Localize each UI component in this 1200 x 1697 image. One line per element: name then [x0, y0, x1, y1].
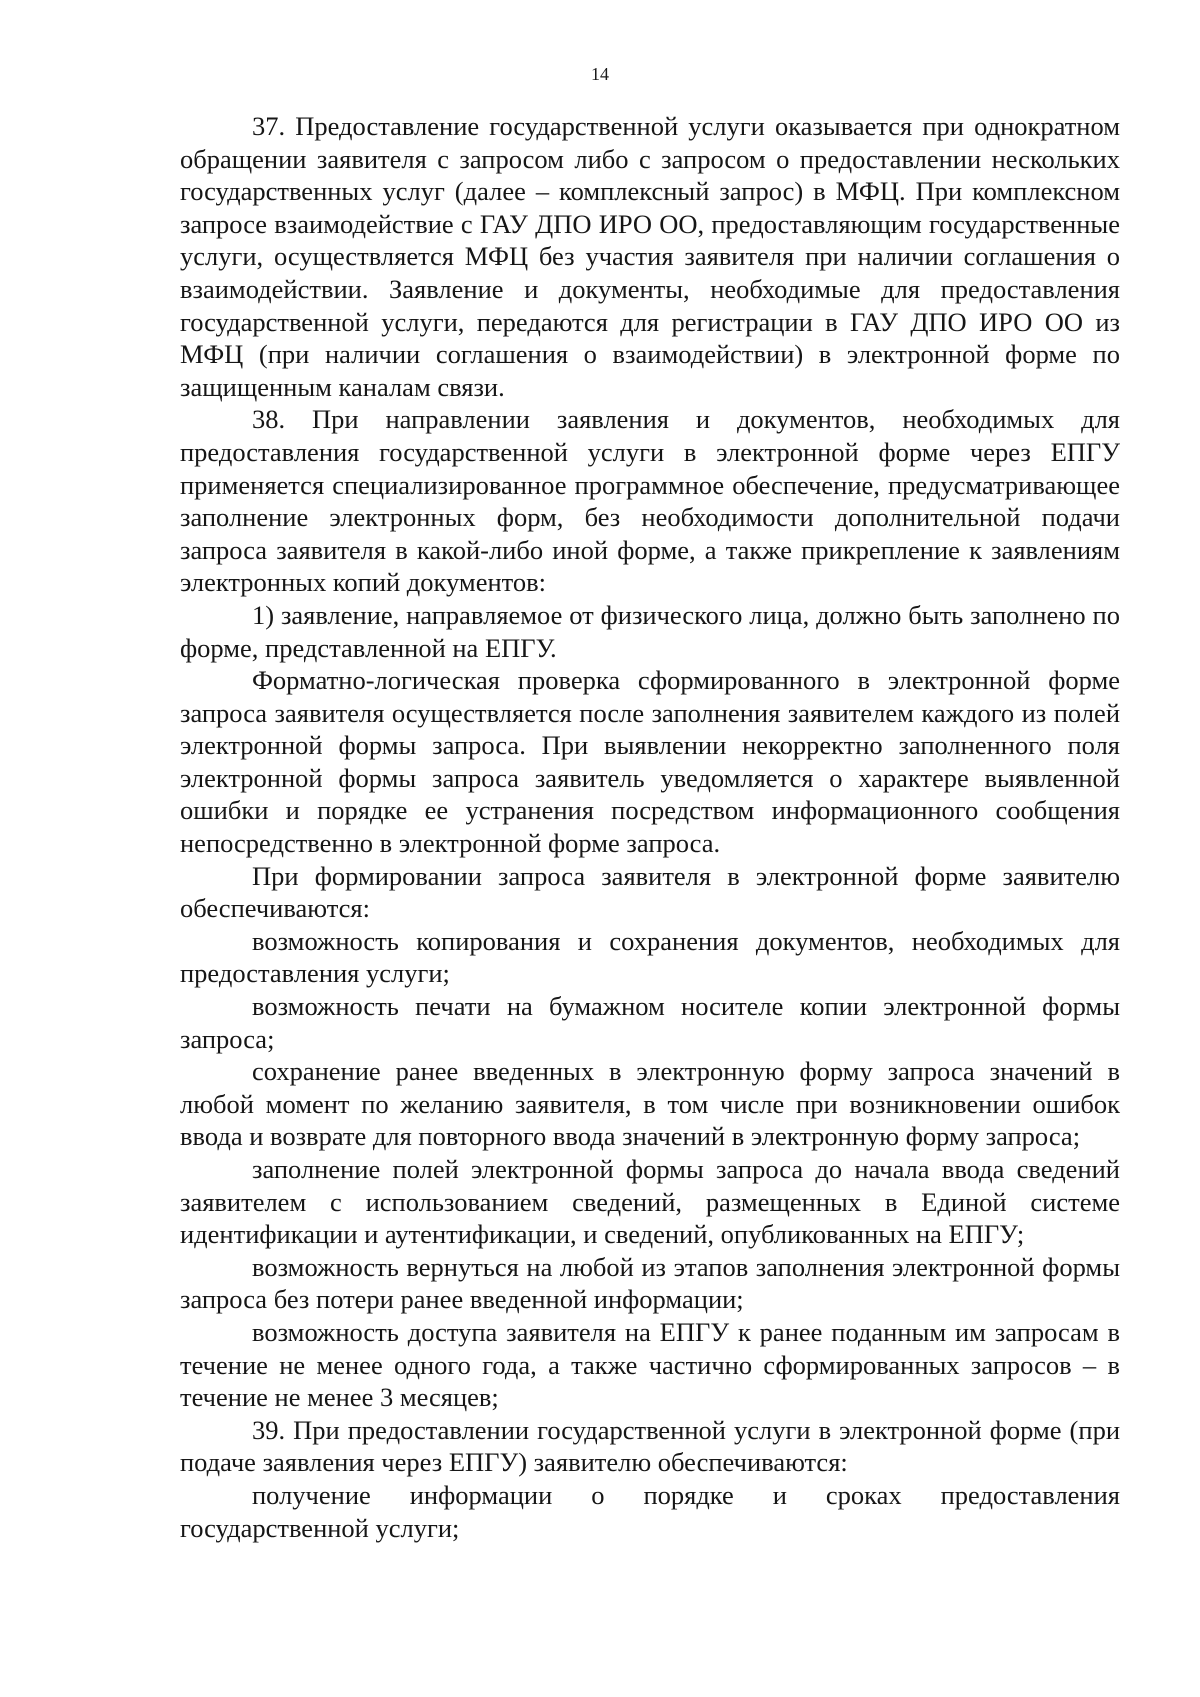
- paragraph-request-forming: При формировании запроса заявителя в электронной форме заявителю обеспечиваются:: [180, 860, 1120, 924]
- paragraph-38: 38. При направлении заявления и документов, необходимых для предоставления государственной услуги в электронной форме через ЕПГУ применяется специализированное программное обеспечение, предусматривающее заполнение электронных форм, без необходимости дополнительной подачи запроса заявителя в какой-либо иной форме, а также прикрепление к заявлениям электронных копий документов:: [180, 404, 1120, 598]
- list-item-copy-save: возможность копирования и сохранения документов, необходимых для предоставления услуги;: [180, 925, 1120, 989]
- paragraph-38-item-1: 1) заявление, направляемое от физического лица, должно быть заполнено по форме, представленной на ЕПГУ.: [180, 599, 1120, 663]
- list-item-prefill: заполнение полей электронной формы запроса до начала ввода сведений заявителем с использованием сведений, размещенных в Единой системе идентификации и аутентификации, и сведений, опубликованных на ЕПГУ;: [180, 1154, 1120, 1250]
- list-item-get-info: получение информации о порядке и сроках предоставления государственной услуги;: [180, 1479, 1120, 1543]
- paragraph-37: 37. Предоставление государственной услуги оказывается при однократном обращении заявителя с запросом либо с запросом о предоставлении нескольких государственных услуг (далее – комплексный запрос) в МФЦ. При комплексном запросе взаимодействие с ГАУ ДПО ИРО ОО, предоставляющим государственные услуги, осуществляется МФЦ без участия заявителя при наличии соглашения о взаимодействии. Заявление и документы, необходимые для предоставления государственной услуги, передаются для регистрации в ГАУ ДПО ИРО ОО из МФЦ (при наличии соглашения о взаимодействии) в электронной форме по защищенным каналам связи.: [180, 111, 1120, 402]
- list-item-return-stage: возможность вернуться на любой из этапов заполнения электронной формы запроса без потери ранее введенной информации;: [180, 1251, 1120, 1315]
- document-body: [180, 110, 1120, 1544]
- list-item-access-requests: возможность доступа заявителя на ЕПГУ к ранее поданным им запросам в течение не менее одного года, а также частично сформированных запросов – в течение не менее 3 месяцев;: [180, 1316, 1120, 1413]
- paragraph-39: 39. При предоставлении государственной услуги в электронной форме (при подаче заявления через ЕПГУ) заявителю обеспечиваются:: [180, 1414, 1120, 1478]
- list-item-print: возможность печати на бумажном носителе копии электронной формы запроса;: [180, 991, 1120, 1054]
- page-number: 14: [591, 64, 609, 84]
- list-item-save-values: сохранение ранее введенных в электронную форму запроса значений в любой момент по желанию заявителя, в том числе при возникновении ошибок ввода и возврате для повторного ввода значений в электронную форму запроса;: [180, 1056, 1120, 1152]
- paragraph-format-check: Форматно-логическая проверка сформированного в электронной форме запроса заявителя осуществляется после заполнения заявителем каждого из полей электронной формы запроса. При выявлении некорректно заполненного поля электронной формы запроса заявитель уведомляется о характере выявленной ошибки и порядке ее устранения посредством информационного сообщения непосредственно в электронной форме запроса.: [180, 665, 1120, 859]
